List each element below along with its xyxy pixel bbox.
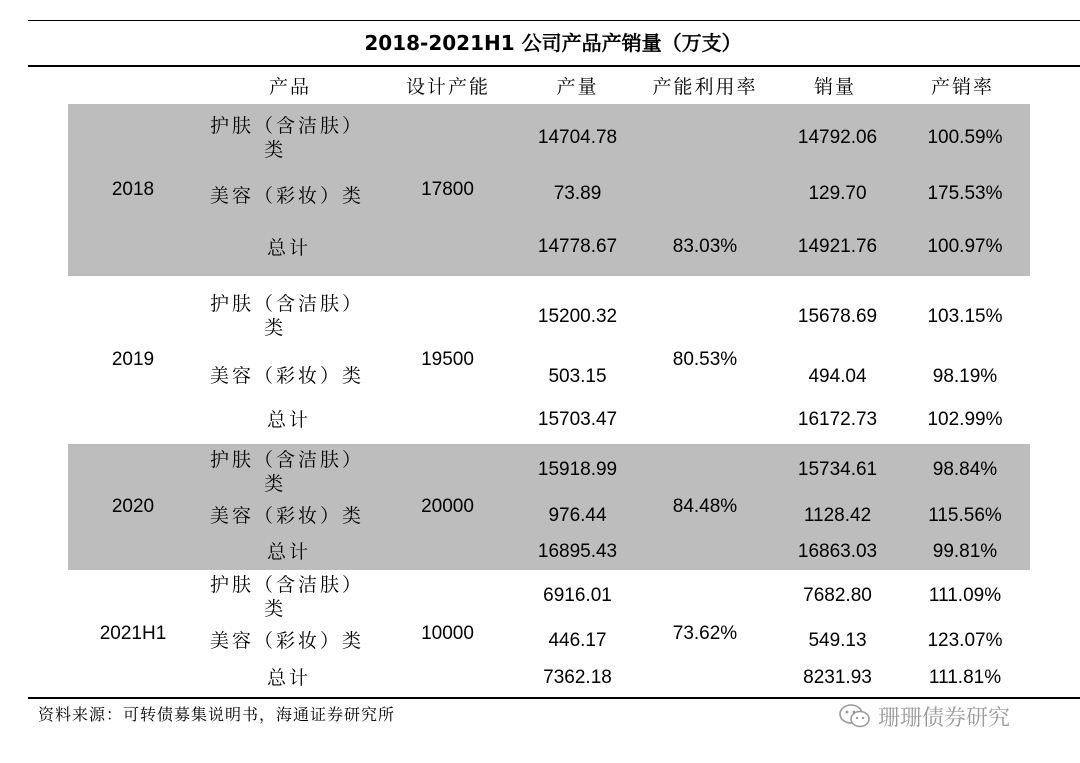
sales-value: 16863.03 bbox=[797, 541, 878, 562]
product-label: 美容（彩妆）类 bbox=[210, 185, 365, 207]
watermark bbox=[838, 700, 1010, 732]
sales-ratio: 111.09% bbox=[928, 585, 1002, 606]
sales-ratio: 100.97% bbox=[927, 236, 1003, 257]
table-title: 2018-2021H1 公司产品产销量（万支） bbox=[364, 31, 742, 55]
bottom-rule bbox=[28, 697, 1080, 699]
header-ratio: 产销率 bbox=[930, 76, 994, 98]
output-value: 446.17 bbox=[548, 630, 607, 651]
output-value: 15200.32 bbox=[537, 306, 618, 327]
sales-value: 15734.61 bbox=[797, 459, 878, 480]
header-row bbox=[0, 70, 1080, 104]
year-label: 2021H1 bbox=[99, 622, 167, 644]
sales-ratio: 99.81% bbox=[932, 541, 998, 562]
sales-ratio: 102.99% bbox=[927, 409, 1003, 430]
header-sales: 销量 bbox=[813, 76, 856, 98]
output-value: 15703.47 bbox=[537, 409, 618, 430]
sales-ratio: 98.19% bbox=[932, 366, 998, 387]
year-label: 2020 bbox=[111, 496, 155, 517]
product-label: 总计 bbox=[266, 237, 311, 259]
output-value: 14778.67 bbox=[537, 236, 618, 257]
sales-ratio: 115.56% bbox=[928, 505, 1002, 526]
design-capacity: 20000 bbox=[421, 496, 474, 517]
sales-value: 549.13 bbox=[808, 630, 867, 651]
capacity-utilization: 83.03% bbox=[672, 236, 738, 257]
header-utilization: 产能利用率 bbox=[652, 76, 758, 98]
capacity-utilization: 84.48% bbox=[672, 496, 738, 517]
product-label: 总计 bbox=[266, 667, 311, 689]
output-value: 15918.99 bbox=[537, 459, 618, 480]
source-note: 资料来源：可转债募集说明书，海通证券研究所 bbox=[38, 705, 396, 724]
product-label: 护肤（含洁肤） 类 bbox=[210, 115, 365, 161]
product-label: 总计 bbox=[266, 409, 311, 431]
title-rule bbox=[28, 65, 1080, 67]
sales-value: 494.04 bbox=[808, 366, 867, 387]
output-value: 7362.18 bbox=[543, 667, 612, 688]
sales-value: 1128.42 bbox=[803, 505, 872, 526]
sales-ratio: 175.53% bbox=[927, 183, 1003, 204]
sales-ratio: 123.07% bbox=[927, 630, 1003, 651]
design-capacity: 19500 bbox=[421, 349, 474, 370]
output-value: 976.44 bbox=[548, 505, 607, 526]
output-value: 16895.43 bbox=[537, 541, 618, 562]
output-value: 73.89 bbox=[553, 183, 602, 204]
year-label: 2018 bbox=[111, 179, 155, 200]
product-label: 护肤（含洁肤） 类 bbox=[210, 293, 365, 339]
sales-value: 129.70 bbox=[808, 183, 867, 204]
product-label: 总计 bbox=[266, 541, 311, 563]
header-capacity: 设计产能 bbox=[405, 76, 490, 98]
design-capacity: 17800 bbox=[421, 179, 474, 200]
product-label: 美容（彩妆）类 bbox=[210, 365, 365, 387]
wechat-icon bbox=[838, 703, 872, 729]
design-capacity: 10000 bbox=[421, 622, 474, 644]
output-value: 503.15 bbox=[548, 366, 607, 387]
sales-value: 16172.73 bbox=[797, 409, 878, 430]
sales-ratio: 111.81% bbox=[928, 667, 1002, 688]
output-value: 14704.78 bbox=[537, 127, 618, 148]
sales-value: 14921.76 bbox=[797, 236, 878, 257]
header-output: 产量 bbox=[556, 76, 599, 98]
year-label: 2019 bbox=[111, 349, 155, 370]
output-value: 6916.01 bbox=[543, 585, 612, 606]
product-label: 美容（彩妆）类 bbox=[210, 630, 365, 652]
product-label: 美容（彩妆）类 bbox=[210, 505, 365, 527]
sales-value: 15678.69 bbox=[797, 306, 878, 327]
capacity-utilization: 80.53% bbox=[672, 349, 738, 370]
sales-ratio: 98.84% bbox=[932, 459, 998, 480]
sales-ratio: 100.59% bbox=[927, 127, 1003, 148]
sales-value: 14792.06 bbox=[797, 127, 878, 148]
product-label: 护肤（含洁肤） 类 bbox=[210, 574, 365, 620]
top-rule bbox=[28, 20, 1080, 21]
sales-value: 7682.80 bbox=[803, 585, 872, 606]
watermark-text: 珊珊债券研究 bbox=[878, 705, 1011, 731]
header-product: 产品 bbox=[268, 76, 311, 98]
sales-ratio: 103.15% bbox=[927, 306, 1003, 327]
sales-value: 8231.93 bbox=[803, 667, 872, 688]
product-label: 护肤（含洁肤） 类 bbox=[210, 449, 365, 495]
capacity-utilization: 73.62% bbox=[672, 622, 738, 644]
